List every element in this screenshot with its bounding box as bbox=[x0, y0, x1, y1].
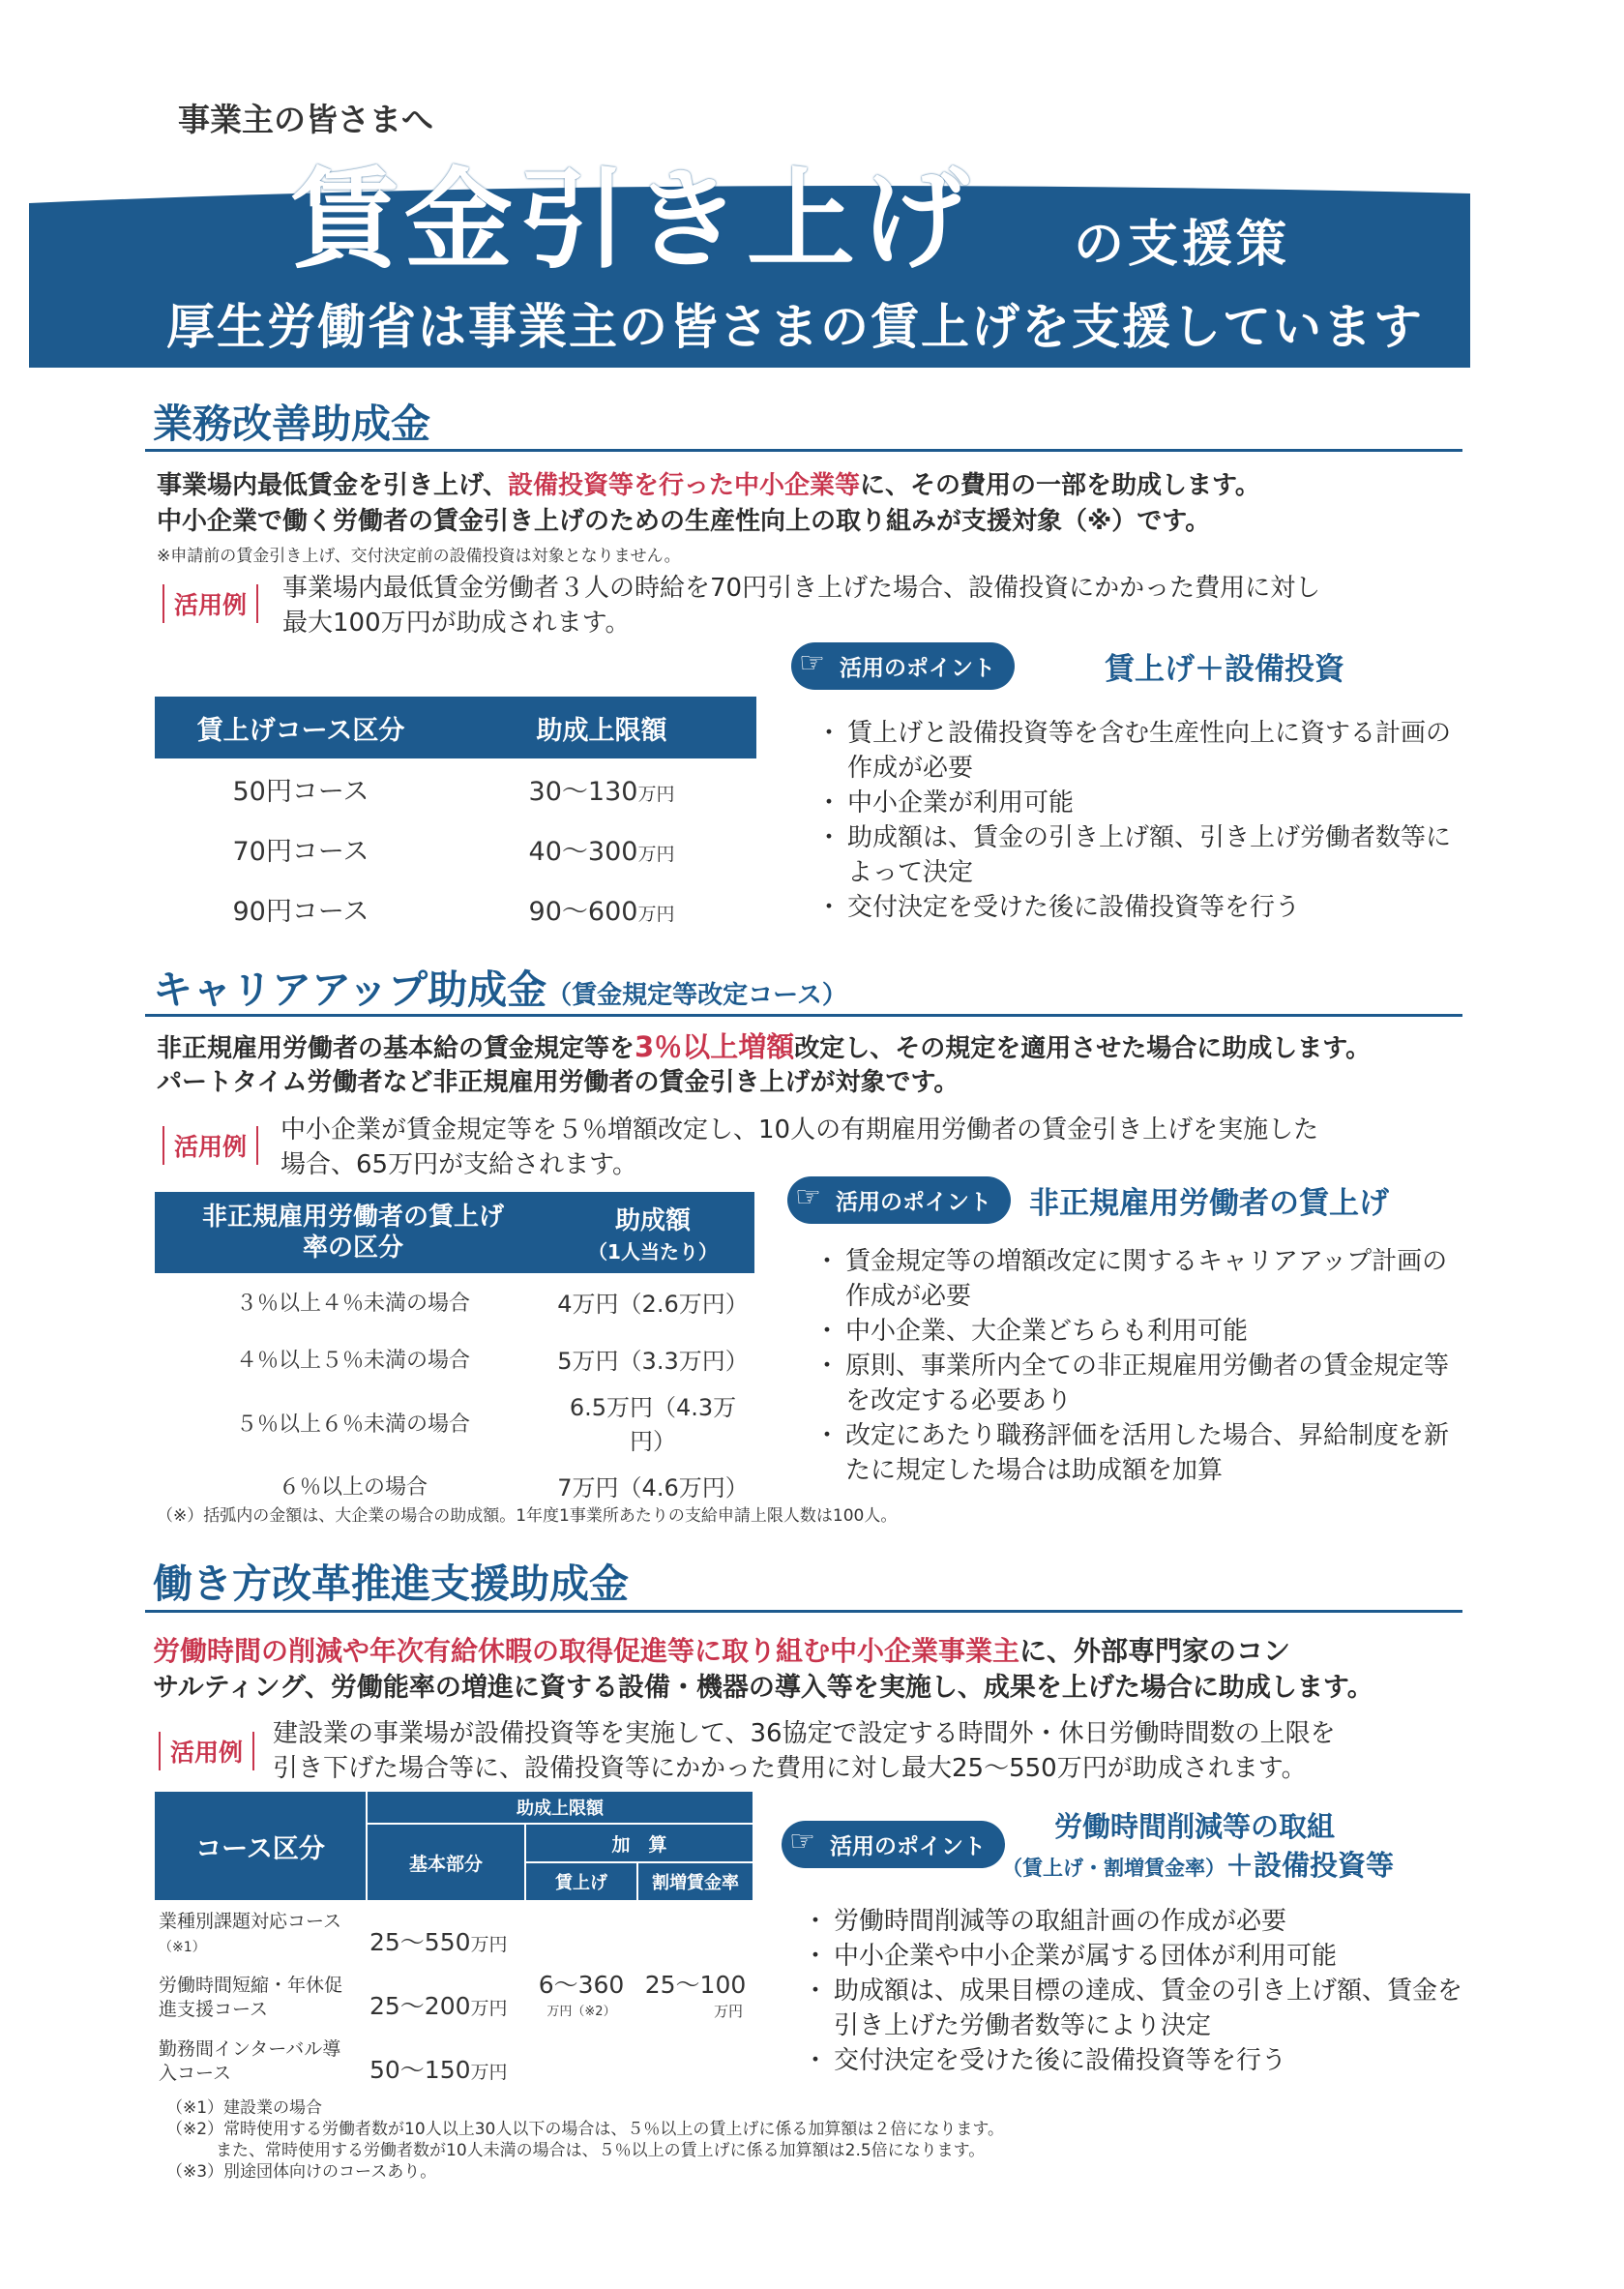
list-item: ・ 原則、事業所内全ての非正規雇用労働者の賃金規定等を改定する必要あり bbox=[818, 1349, 1457, 1418]
base-cell: 25〜200万円 bbox=[369, 1992, 508, 2020]
sec3-line1-b: に、外部専門家のコン bbox=[1019, 1635, 1291, 1667]
sec1-bullets bbox=[820, 716, 1459, 925]
sec1-table-header-course: 賃上げコース区分 bbox=[155, 697, 447, 758]
sec3-bullets bbox=[807, 1904, 1464, 2078]
course-cell: 50円コース bbox=[232, 776, 369, 807]
sec3-table bbox=[155, 1792, 753, 2084]
sec2-table-header-amount: 助成額 （1人当たり） bbox=[551, 1192, 754, 1273]
course-cell: 業種別課題対応コース（※1） bbox=[159, 1911, 342, 1955]
amount-cell: 5万円（3.3万円） bbox=[557, 1348, 749, 1375]
table-row bbox=[155, 878, 756, 938]
add-premium-cell: 25〜100 万円 bbox=[644, 1971, 747, 2020]
sec2-line1-a: 非正規雇用労働者の基本給の賃金規定等を bbox=[157, 1034, 635, 1063]
amount-cell: 30〜130万円 bbox=[528, 776, 675, 807]
sec3-divider bbox=[145, 1610, 1462, 1613]
table-row bbox=[155, 1273, 754, 1330]
rate-cell: ３％以上４％未満の場合 bbox=[235, 1292, 470, 1316]
sec3-table-header-wage: 賃上げ bbox=[526, 1863, 636, 1900]
sec3-table-header-limit: 助成上限額 bbox=[368, 1792, 753, 1823]
sec2-line1-c: 改定し、その規定を適用させた場合に助成します。 bbox=[794, 1034, 1372, 1063]
course-cell: 勤務間インターバル導入コース bbox=[159, 2038, 341, 2084]
sec2-line1-highlight: 3％以上増額 bbox=[635, 1030, 795, 1063]
sec1-example-line1: 事業場内最低賃金労働者３人の時給を70円引き上げた場合、設備投資にかかった費用に対し bbox=[282, 574, 1321, 603]
header-subtitle: 厚生労働省は事業主の皆さまの賃上げを支援しています bbox=[166, 299, 1424, 355]
table-row bbox=[155, 1387, 754, 1457]
sec1-title: 業務改善助成金 bbox=[153, 401, 430, 447]
sec3-point-title1: 労働時間削減等の取組 bbox=[1054, 1810, 1336, 1843]
sec1-line1-highlight: 設備投資等を行った中小企業等 bbox=[507, 471, 860, 500]
list-item: ・ 賃金規定等の増額改定に関するキャリアアップ計画の作成が必要 bbox=[818, 1244, 1457, 1314]
sec1-example-badge: 活用例 bbox=[162, 584, 258, 623]
base-cell: 50〜150万円 bbox=[369, 2056, 508, 2084]
sec2-point-title: 非正規雇用労働者の賃上げ bbox=[1029, 1186, 1389, 1221]
sec3-line2: サルティング、労働能率の増進に資する設備・機器の導入等を実施し、成果を上げた場合に助成します。 bbox=[153, 1673, 1373, 1703]
sec2-line1 bbox=[157, 1029, 1371, 1067]
rate-cell: ６％以上の場合 bbox=[278, 1475, 428, 1500]
list-item: ・ 助成額は、成果目標の達成、賃金の引き上げ額、賃金を引き上げた労働者数等により決定 bbox=[807, 1974, 1464, 2043]
sec2-example-line2: 場合、65万円が支給されます。 bbox=[281, 1150, 638, 1179]
table-row bbox=[155, 1330, 754, 1387]
sec2-divider bbox=[145, 1014, 1462, 1017]
sec1-line2: 中小企業で働く労働者の賃金引き上げのための生産性向上の取り組みが支援対象（※）です。 bbox=[157, 507, 1211, 536]
list-item: ・ 交付決定を受けた後に設備投資等を行う bbox=[807, 2043, 1464, 2078]
sec3-point-title2: （賃上げ・割増賃金率）＋設備投資等 bbox=[1002, 1849, 1395, 1882]
sec2-table bbox=[155, 1192, 754, 1514]
sec2-footnote: （※）括弧内の金額は、大企業の場合の助成額。1年度1事業所あたりの支給申請上限人数は100人。 bbox=[157, 1506, 898, 1526]
sec2-line2: パートタイム労働者など非正規雇用労働者の賃金引き上げが対象です。 bbox=[157, 1068, 960, 1097]
table-row bbox=[155, 1970, 522, 2030]
course-cell: 労働時間短縮・年休促進支援コース bbox=[159, 1975, 343, 2020]
sec3-table-header-premium: 割増賃金率 bbox=[638, 1863, 753, 1900]
sec2-point-label: 活用のポイント bbox=[836, 1190, 991, 1215]
table-row bbox=[155, 758, 756, 818]
amount-cell: 7万円（4.6万円） bbox=[557, 1474, 749, 1501]
sec2-table-header-rate: 非正規雇用労働者の賃上げ率の区分 bbox=[155, 1192, 551, 1273]
table-row bbox=[155, 1906, 522, 1966]
hand-pointer-icon: ☞ bbox=[795, 1180, 821, 1214]
table-row bbox=[155, 2034, 522, 2094]
sec1-line1-a: 事業場内最低賃金を引き上げ、 bbox=[157, 471, 508, 500]
sec3-example-line1: 建設業の事業場が設備投資等を実施して、36協定で設定する時間外・休日労働時間数の上限を bbox=[273, 1719, 1336, 1748]
hand-pointer-icon: ☞ bbox=[789, 1825, 815, 1858]
sec2-example-line1: 中小企業が賃金規定等を５％増額改定し、10人の有期雇用労働者の賃金引き上げを実施した bbox=[281, 1115, 1319, 1144]
sec1-table-header-amount: 助成上限額 bbox=[447, 697, 756, 758]
sec3-table-header-base: 基本部分 bbox=[368, 1825, 524, 1900]
sec3-line1 bbox=[153, 1633, 1290, 1669]
sec2-example-badge: 活用例 bbox=[162, 1126, 258, 1165]
sec3-footnote-3: また、常時使用する労働者数が10人未満の場合は、５％以上の賃上げに係る加算額は2.5倍になります。 bbox=[166, 2141, 986, 2160]
list-item: ・ 労働時間削減等の取組計画の作成が必要 bbox=[807, 1904, 1464, 1939]
header-intro: 事業主の皆さまへ bbox=[178, 101, 433, 138]
table-row bbox=[155, 818, 756, 878]
header-title: 賃金引き上げ bbox=[290, 158, 975, 283]
sec1-table bbox=[155, 697, 756, 938]
sec3-footnote-2: （※2）常時使用する労働者数が10人以上30人以下の場合は、５％以上の賃上げに係る加算額は２倍になります。 bbox=[166, 2120, 1004, 2139]
sec2-title-main: キャリアアップ助成金 bbox=[153, 966, 547, 1013]
list-item: ・ 賃上げと設備投資等を含む生産性向上に資する計画の作成が必要 bbox=[820, 716, 1459, 786]
sec1-point-label: 活用のポイント bbox=[840, 656, 995, 681]
hand-pointer-icon: ☞ bbox=[799, 646, 825, 680]
sec1-point-title: 賃上げ＋設備投資 bbox=[1105, 652, 1344, 687]
sec3-point-badge bbox=[782, 1821, 1005, 1868]
sec3-table-header-add: 加 算 bbox=[526, 1825, 753, 1861]
amount-cell: 6.5万円（4.3万円） bbox=[569, 1394, 737, 1455]
list-item: ・ 助成額は、賃金の引き上げ額、引き上げ労働者数等によって決定 bbox=[820, 820, 1459, 890]
base-cell: 25〜550万円 bbox=[369, 1928, 508, 1956]
amount-cell: 4万円（2.6万円） bbox=[557, 1291, 749, 1318]
list-item: ・ 中小企業や中小企業が属する団体が利用可能 bbox=[807, 1939, 1464, 1974]
sec1-line1 bbox=[157, 468, 1260, 504]
course-cell: 70円コース bbox=[232, 836, 369, 867]
add-wage-cell: 6〜360 万円（※2） bbox=[538, 1971, 625, 2019]
amount-cell: 40〜300万円 bbox=[528, 836, 675, 867]
amount-cell: 90〜600万円 bbox=[528, 896, 675, 927]
sec3-example-badge: 活用例 bbox=[159, 1732, 254, 1770]
list-item: ・ 改定にあたり職務評価を活用した場合、昇給制度を新たに規定した場合は助成額を加算 bbox=[818, 1418, 1457, 1488]
sec3-table-header-course: コース区分 bbox=[155, 1792, 366, 1900]
sec2-title bbox=[153, 958, 847, 1015]
list-item: ・ 交付決定を受けた後に設備投資等を行う bbox=[820, 890, 1459, 925]
sec3-example-line2: 引き下げた場合等に、設備投資等にかかった費用に対し最大25〜550万円が助成されます。 bbox=[273, 1754, 1307, 1783]
sec2-bullets bbox=[818, 1244, 1457, 1488]
sec1-line1-c: に、その費用の一部を助成します。 bbox=[859, 471, 1260, 500]
sec1-point-badge bbox=[791, 642, 1015, 690]
rate-cell: ５％以上６％未満の場合 bbox=[235, 1412, 470, 1437]
sec3-line1-highlight: 労働時間の削減や年次有給休暇の取得促進等に取り組む中小企業事業主 bbox=[153, 1635, 1020, 1667]
sec3-point-label: 活用のポイント bbox=[830, 1834, 986, 1859]
list-item: ・ 中小企業、大企業どちらも利用可能 bbox=[818, 1314, 1457, 1349]
sec3-footnote-4: （※3）別途団体向けのコースあり。 bbox=[166, 2162, 437, 2182]
header-title-suffix: の支援策 bbox=[1074, 216, 1291, 274]
sec1-note: ※申請前の賃金引き上げ、交付決定前の設備投資は対象となりません。 bbox=[157, 547, 681, 566]
sec2-title-sub: （賃金規定等改定コース） bbox=[546, 981, 847, 1010]
course-cell: 90円コース bbox=[232, 896, 369, 927]
sec3-footnote-1: （※1）建設業の場合 bbox=[166, 2098, 323, 2118]
sec2-point-badge bbox=[787, 1176, 1011, 1224]
sec1-divider bbox=[145, 449, 1462, 452]
rate-cell: ４％以上５％未満の場合 bbox=[235, 1349, 470, 1373]
list-item: ・ 中小企業が利用可能 bbox=[820, 786, 1459, 820]
sec1-example-line2: 最大100万円が助成されます。 bbox=[282, 609, 631, 638]
sec3-title: 働き方改革推進支援助成金 bbox=[153, 1561, 629, 1607]
